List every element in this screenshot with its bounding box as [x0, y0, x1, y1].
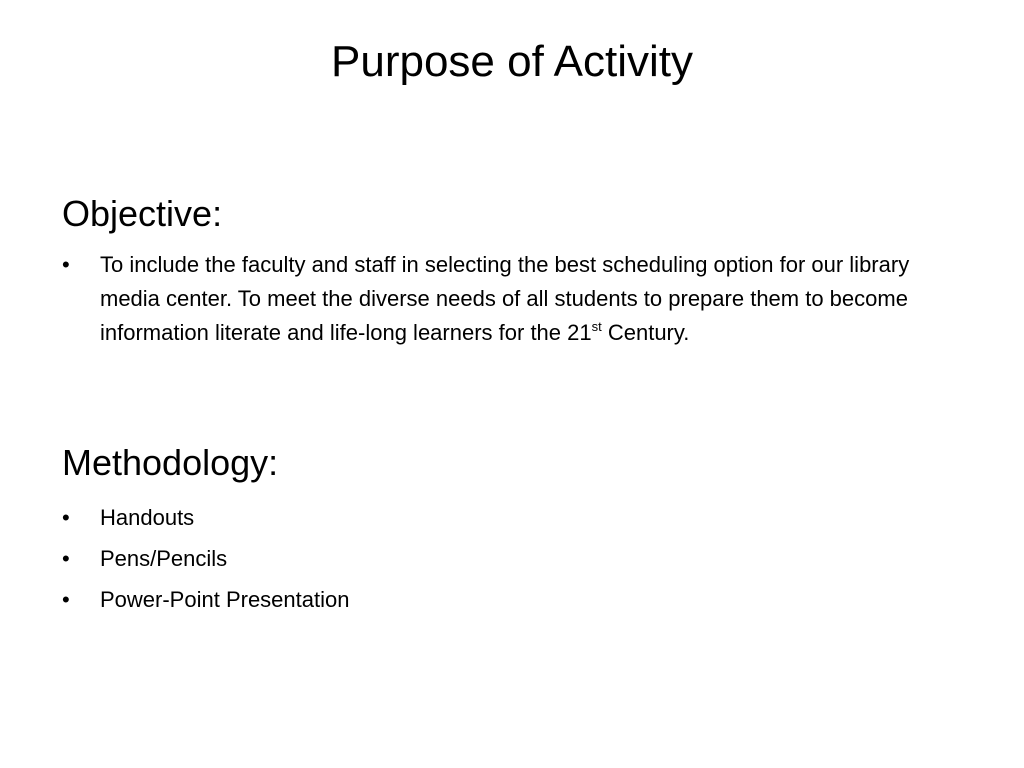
methodology-item-powerpoint — [62, 579, 972, 620]
objective-item — [62, 248, 972, 350]
methodology-item-label: Handouts — [100, 505, 195, 530]
bullet-dot-icon: • — [62, 587, 70, 612]
objective-text-end: Century. — [601, 320, 690, 345]
bullet-dot-icon: • — [62, 252, 70, 277]
methodology-item-label: Power-Point Presentation — [100, 587, 350, 612]
methodology-item-handouts — [62, 497, 972, 538]
objective-text-main: To include the faculty and staff in selecting the best scheduling option for our library media center. To meet the diverse needs of all students to prepare them to become information literate and life-long learners for the 21 — [100, 252, 910, 345]
methodology-item-pens-pencils — [62, 538, 972, 579]
bullet-dot-icon: • — [62, 546, 70, 571]
slide-title: Purpose of Activity — [331, 37, 693, 86]
objective-heading: Objective: — [62, 193, 223, 234]
objective-list — [62, 248, 972, 350]
methodology-heading: Methodology: — [62, 442, 279, 483]
methodology-list — [62, 497, 972, 620]
ordinal-suffix: st — [591, 319, 602, 334]
bullet-dot-icon: • — [62, 505, 70, 530]
methodology-item-label: Pens/Pencils — [100, 546, 228, 571]
